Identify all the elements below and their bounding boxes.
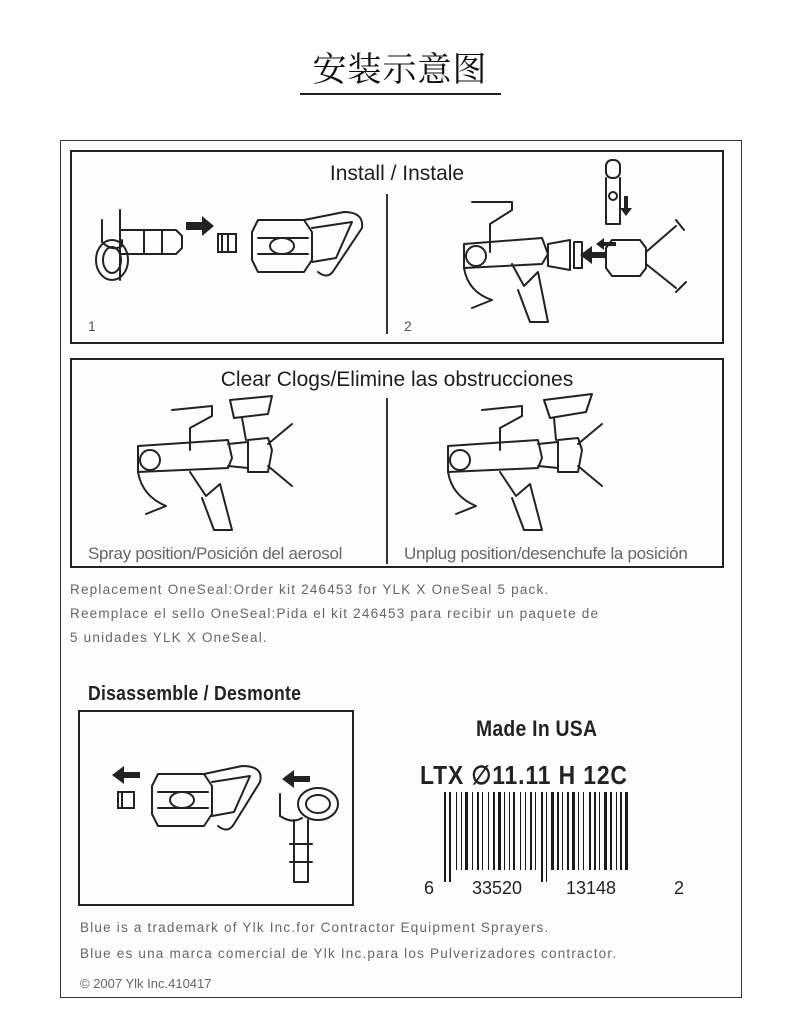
barcode-digit-lead: 6 (424, 878, 435, 898)
trademark-line-2: Blue es una marca comercial de Ylk Inc.para los Pulverizadores contractor. (80, 946, 618, 961)
barcode-bar (620, 792, 622, 870)
barcode-bar (449, 792, 451, 882)
barcode-bar (493, 792, 495, 870)
barcode-bar (610, 792, 612, 870)
unplug-position-caption: Unplug position/desenchufe la posición (404, 544, 688, 563)
barcode-bar (498, 792, 501, 870)
barcode-bar (461, 792, 462, 870)
arrow-left-icon (580, 246, 606, 264)
arrow-left-icon (112, 766, 140, 784)
model-number: LTX ∅11.11 H 12C (420, 760, 628, 790)
clear-clogs-illustrations (72, 360, 726, 570)
trademark-line-1: Blue is a trademark of Ylk Inc.for Contractor Equipment Sprayers. (80, 920, 550, 935)
barcode-bars (444, 792, 628, 882)
barcode-bar (535, 792, 536, 870)
install-step-1: 1 (88, 318, 96, 334)
barcode-bar (551, 792, 554, 870)
barcode-bar (456, 792, 457, 870)
seal-icon (118, 792, 134, 808)
barcode-bar (509, 792, 510, 870)
barcode-digits-left: 33520 (472, 878, 523, 898)
barcode-bar (604, 792, 607, 870)
barcode-bar (599, 792, 600, 870)
arrow-down-icon (620, 196, 632, 216)
clear-clogs-title: Clear Clogs/Elimine las obstrucciones (220, 368, 574, 391)
barcode-bar (562, 792, 563, 870)
barcode-bar (482, 792, 483, 870)
barcode-bar (557, 792, 559, 870)
barcode-bar (594, 792, 596, 870)
guard-illustration-1 (252, 212, 362, 276)
unplug-position-illustration (448, 394, 602, 530)
guard-illustration (152, 766, 261, 830)
barcode-bar (541, 792, 543, 882)
title-underline (300, 93, 501, 95)
replacement-line-1: Replacement OneSeal:Order kit 246453 for YLK X OneSeal 5 pack. (70, 582, 550, 597)
install-panel (70, 150, 724, 344)
barcode-bar (546, 792, 547, 882)
disassemble-title: Disassemble / Desmonte (88, 683, 302, 705)
guard-illustration-2 (606, 220, 686, 292)
barcode-digit-check: 2 (674, 878, 685, 898)
tip-illustration-1 (96, 210, 182, 280)
barcode-bar (567, 792, 569, 870)
arrow-right-icon (186, 216, 214, 236)
barcode-bar (530, 792, 532, 870)
barcode-bar (488, 792, 489, 870)
disassemble-illustration (80, 712, 356, 908)
install-step-2: 2 (404, 318, 412, 334)
clear-clogs-panel (70, 358, 724, 568)
disassemble-panel (78, 710, 354, 906)
barcode-bar (578, 792, 579, 870)
arrow-left-icon (282, 770, 310, 788)
barcode-bar (465, 792, 468, 870)
made-in-usa: Made In USA (476, 716, 598, 741)
barcode-bar (583, 792, 584, 870)
barcode-bar (472, 792, 473, 870)
tip-illustration (280, 788, 338, 882)
barcode-bar (504, 792, 505, 870)
barcode-bar (572, 792, 575, 870)
replacement-line-3: 5 unidades YLK X OneSeal. (70, 630, 268, 645)
barcode-bar (444, 792, 446, 882)
barcode-bar (513, 792, 515, 870)
replacement-line-2: Reemplace el sello OneSeal:Pida el kit 246453 para recibir un paquete de (70, 606, 600, 621)
spray-position-illustration (138, 396, 292, 530)
spray-position-caption: Spray position/Posición del aerosol (88, 544, 343, 563)
barcode-bar (520, 792, 521, 870)
install-illustrations (72, 152, 726, 346)
barcode (420, 790, 690, 900)
tip-illustration-2 (606, 160, 620, 224)
barcode-bar (625, 792, 628, 870)
gun-illustration-2 (464, 202, 582, 322)
barcode-bar (525, 792, 526, 870)
barcode-digits-right: 13148 (566, 878, 617, 898)
copyright: © 2007 Ylk Inc.410417 (80, 976, 212, 991)
barcode-bar (616, 792, 617, 870)
barcode-bar (477, 792, 479, 870)
install-title: Install / Instale (329, 162, 465, 185)
barcode-bar (589, 792, 591, 870)
page-title: 安装示意图 (312, 50, 488, 90)
